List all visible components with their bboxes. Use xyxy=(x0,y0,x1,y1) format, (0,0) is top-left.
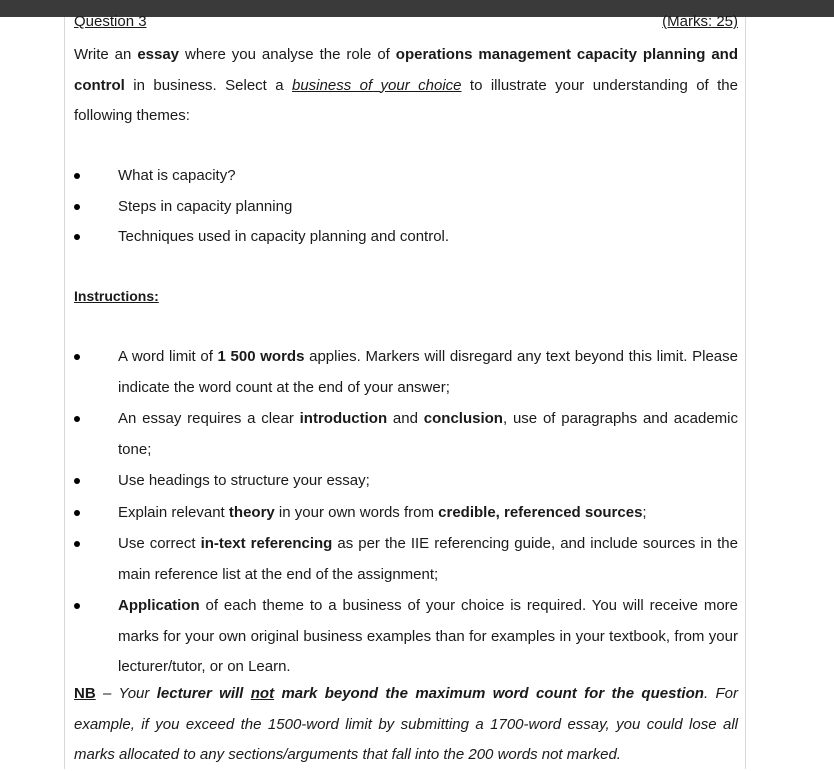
intro-bold-essay: essay xyxy=(137,46,180,63)
theme-text: Techniques used in capacity planning and control. xyxy=(118,228,450,245)
list-item xyxy=(74,529,738,590)
instruction-text: An essay requires a clear introduction and conclusion, use of paragraphs and academic tone; xyxy=(118,410,738,458)
list-item xyxy=(74,404,738,465)
intro-bold-ops: operations management capacity planning and control xyxy=(74,46,738,94)
instructions-heading: Instructions: xyxy=(74,288,159,304)
bullet-icon xyxy=(74,234,80,240)
instruction-text: Explain relevant theory in your own words from credible, referenced sources; xyxy=(118,503,647,521)
page-left-edge xyxy=(64,17,65,769)
theme-text: What is capacity? xyxy=(118,167,236,184)
list-item xyxy=(74,161,738,192)
bullet-icon xyxy=(74,478,80,484)
bullet-icon xyxy=(74,541,80,547)
intro-text: where you analyse the role of xyxy=(179,46,396,63)
question-marks: (Marks: 25) xyxy=(662,13,738,30)
instruction-text: Application of each theme to a business of your choice is required. You will receive more marks for your own original business examples than for examples in your textbook, from your lecturer/tutor, or on Learn. xyxy=(118,597,738,675)
list-item xyxy=(74,222,738,253)
intro-text: to illustrate your understanding of the following themes: xyxy=(74,76,738,124)
bullet-icon xyxy=(74,204,80,210)
instruction-text: A word limit of 1 500 words applies. Markers will disregard any text beyond this limit. Please indicate the word count at the end of your answer; xyxy=(118,348,738,396)
intro-business-choice: business of your choice xyxy=(292,76,462,94)
list-item xyxy=(74,342,738,403)
question-title: Question 3 xyxy=(74,13,147,30)
instruction-text: Use correct in-text referencing as per the IIE referencing guide, and include sources in the main reference list at the end of the assignment; xyxy=(118,535,738,583)
question-intro xyxy=(74,40,738,132)
intro-text: Write an xyxy=(74,46,138,63)
theme-text: Steps in capacity planning xyxy=(118,197,293,215)
nb-tag: NB xyxy=(74,685,96,702)
intro-text: in business. Select a xyxy=(124,76,292,94)
list-item xyxy=(74,466,738,497)
bullet-icon xyxy=(74,510,80,516)
list-item xyxy=(74,192,738,223)
themes-list xyxy=(74,161,738,253)
list-item xyxy=(74,498,738,529)
bullet-icon xyxy=(74,416,80,422)
bullet-icon xyxy=(74,603,80,609)
nb-note: NB – Your lecturer will not mark beyond the maximum word count for the question. For example, if you exceed the 1500-word limit by submitting a 1700-word essay, you could lose all marks allocated to any sections/arguments that fall into the 200 words not marked. xyxy=(74,685,738,763)
bullet-icon xyxy=(74,354,80,360)
instructions-list xyxy=(74,342,738,684)
list-item xyxy=(74,591,738,683)
page-right-edge xyxy=(745,17,746,769)
bullet-icon xyxy=(74,173,80,179)
instruction-text: Use headings to structure your essay; xyxy=(118,472,370,489)
question-header xyxy=(74,13,738,33)
